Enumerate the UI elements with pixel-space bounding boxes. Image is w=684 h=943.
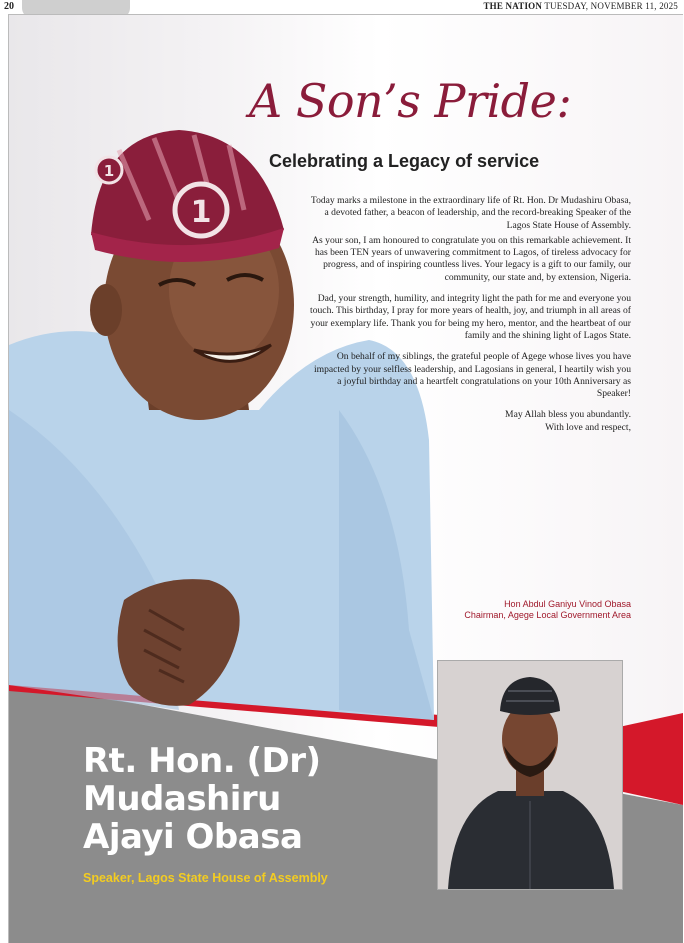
signature-block xyxy=(389,599,631,621)
advert-subtitle: Celebrating a Legacy of service xyxy=(269,151,540,171)
advert-page xyxy=(8,14,683,943)
honoree-name-line2: Mudashiru xyxy=(83,779,281,819)
honoree-name xyxy=(83,742,423,856)
paragraph-2: As your son, I am honoured to congratulate you on this remarkable achievement. It has been TEN years of unwavering commitment to Lagos, of tireless advocacy for progress, and of inspiring countless lives. Your legacy is a gift to our family, our community, our state and, by extension, Nigeria. xyxy=(312,234,631,283)
paragraph-3: Dad, your strength, humility, and integrity light the path for me and everyone you touch. This birthday, I pray for more years of health, joy, and triumph in all areas of your exemplary life. Thank you for being my hero, mentor, and the heartbeat of our family and the shining light of Lagos State. xyxy=(310,293,631,341)
red-stripe-right xyxy=(619,713,683,805)
left-ear xyxy=(90,284,122,336)
paragraph-1: Today marks a milestone in the extraordinary life of Rt. Hon. Dr Mudashiru Obasa, a devoted father, a beacon of leadership, and the record-breaking Speaker of the Lagos State House of Assembly. xyxy=(310,195,631,231)
paragraph-5: May Allah bless you abundantly. xyxy=(505,409,631,421)
son-portrait xyxy=(438,661,622,889)
issue-date: TUESDAY, NOVEMBER 11, 2025 xyxy=(544,1,678,11)
honoree-role: Speaker, Lagos State House of Assembly xyxy=(83,871,328,885)
newspaper-masthead xyxy=(0,0,684,14)
masthead-header xyxy=(483,1,678,11)
son-photo xyxy=(437,660,623,890)
paragraph-6: With love and respect, xyxy=(545,421,631,433)
honoree-name-line1: Rt. Hon. (Dr) xyxy=(83,741,321,781)
paragraph-4: On behalf of my siblings, the grateful people of Agege whose lives you have impacted by your selfless leadership, and Lagosians in general, I heartily wish you a joyful birthday and a heartfelt congratulations on your 10th Anniversary as Speaker! xyxy=(313,351,631,400)
signatory-name: Hon Abdul Ganiyu Vinod Obasa xyxy=(504,599,631,609)
cap-badge-number: 1 xyxy=(190,195,212,230)
advert-title: A Son’s Pride: xyxy=(249,74,572,128)
paper-name: THE NATION xyxy=(483,1,543,11)
tribute-message xyxy=(309,195,631,443)
page-number: 20 xyxy=(4,1,14,12)
honoree-name-line3: Ajayi Obasa xyxy=(83,817,303,857)
cap-badge-small-number: 1 xyxy=(103,162,115,180)
signatory-title: Chairman, Agege Local Government Area xyxy=(464,610,631,620)
